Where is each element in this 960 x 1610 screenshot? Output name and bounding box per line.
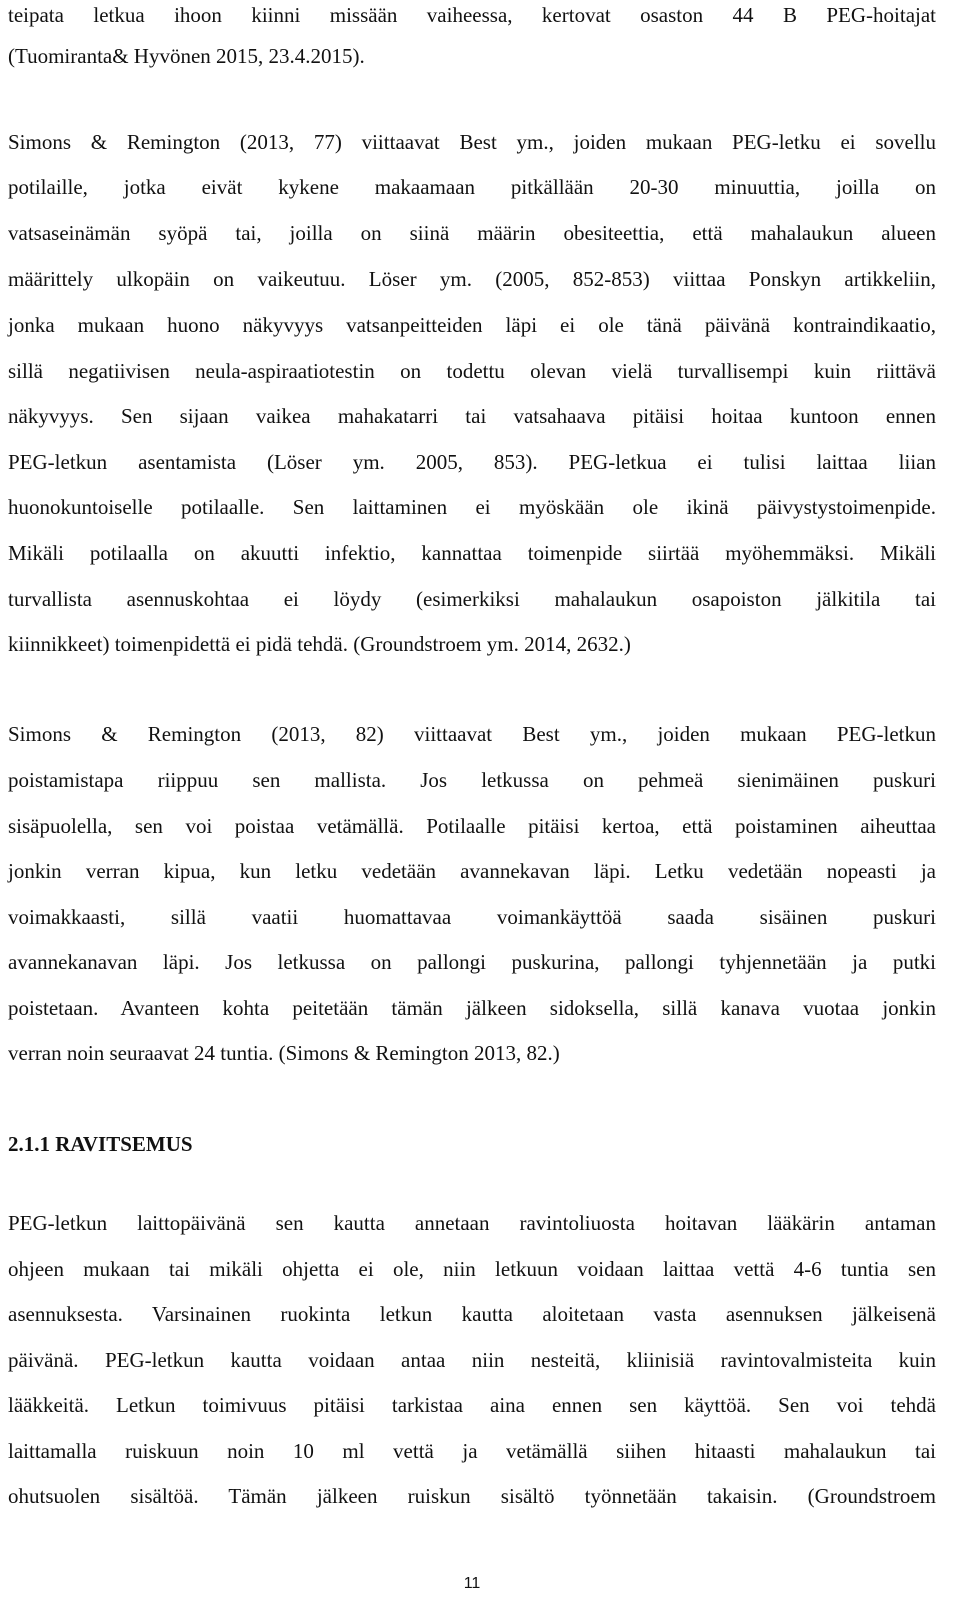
paragraph-line: PEG-letkun asentamista (Löser ym. 2005, 853). PEG-letkua ei tulisi laittaa liian [8, 450, 936, 474]
paragraph-line: huonokuntoiselle potilaalle. Sen laittaminen ei myöskään ole ikinä päivystystoimenpide. [8, 495, 936, 519]
paragraph-line: poistetaan. Avanteen kohta peitetään tämän jälkeen sidoksella, sillä kanava vuotaa jonkin [8, 996, 936, 1020]
paragraph-line: vatsaseinämän syöpä tai, joilla on siinä määrin obesiteettia, että mahalaukun alueen [8, 221, 936, 245]
paragraph-line: näkyvyys. Sen sijaan vaikea mahakatarri tai vatsahaava pitäisi hoitaa kuntoon ennen [8, 404, 936, 428]
paragraph-line: Mikäli potilaalla on akuutti infektio, kannattaa toimenpide siirtää myöhemmäksi. Mikäli [8, 541, 936, 565]
paragraph-line: PEG-letkun laittopäivänä sen kautta annetaan ravintoliuosta hoitavan lääkärin antaman [8, 1211, 936, 1235]
paragraph-line: määrittely ulkopäin on vaikeutuu. Löser ym. (2005, 852-853) viittaa Ponskyn artikkeliin, [8, 267, 936, 291]
paragraph-line: sillä negatiivisen neula-aspiraatiotestin on todettu olevan vielä turvallisempi kuin riittävä [8, 359, 936, 383]
paragraph-line: turvallista asennuskohtaa ei löydy (esimerkiksi mahalaukun osapoiston jälkitila tai [8, 587, 936, 611]
paragraph-line: potilaille, jotka eivät kykene makaamaan pitkällään 20-30 minuuttia, joilla on [8, 175, 936, 199]
paragraph-line: Simons & Remington (2013, 82) viittaavat Best ym., joiden mukaan PEG-letkun [8, 722, 936, 746]
paragraph-line: lääkkeitä. Letkun toimivuus pitäisi tarkistaa aina ennen sen käyttöä. Sen voi tehdä [8, 1393, 936, 1417]
paragraph-line: laittamalla ruiskuun noin 10 ml vettä ja vetämällä siihen hitaasti mahalaukun tai [8, 1439, 936, 1463]
paragraph-line: poistamistapa riippuu sen mallista. Jos letkussa on pehmeä sienimäinen puskuri [8, 768, 936, 792]
paragraph-line: voimakkaasti, sillä vaatii huomattavaa voimankäyttöä saada sisäinen puskuri [8, 905, 936, 929]
paragraph-line: verran noin seuraavat 24 tuntia. (Simons & Remington 2013, 82.) [8, 1041, 560, 1065]
paragraph-line: päivänä. PEG-letkun kautta voidaan antaa niin nesteitä, kliinisiä ravintovalmisteita kuin [8, 1348, 936, 1372]
page-number: 11 [463, 1575, 481, 1592]
paragraph-line: teipata letkua ihoon kiinni missään vaiheessa, kertovat osaston 44 B PEG-hoitajat [8, 3, 936, 27]
paragraph-line: jonka mukaan huono näkyvyys vatsanpeitteiden läpi ei ole tänä päivänä kontraindikaatio, [8, 313, 936, 337]
paragraph-line: Simons & Remington (2013, 77) viittaavat Best ym., joiden mukaan PEG-letku ei sovellu [8, 130, 936, 154]
paragraph-line: ohjeen mukaan tai mikäli ohjetta ei ole, niin letkuun voidaan laittaa vettä 4-6 tuntia sen [8, 1257, 936, 1281]
paragraph-line: asennuksesta. Varsinainen ruokinta letkun kautta aloitetaan vasta asennuksen jälkeisenä [8, 1302, 936, 1326]
paragraph-line: kiinnikkeet) toimenpidettä ei pidä tehdä. (Groundstroem ym. 2014, 2632.) [8, 632, 631, 656]
paragraph-line: ohutsuolen sisältöä. Tämän jälkeen ruiskun sisältö työnnetään takaisin. (Groundstroem [8, 1484, 936, 1508]
section-heading: 2.1.1 RAVITSEMUS [8, 1132, 193, 1156]
paragraph-line: jonkin verran kipua, kun letku vedetään avannekavan läpi. Letku vedetään nopeasti ja [8, 859, 936, 883]
paragraph-line: avannekanavan läpi. Jos letkussa on pallongi puskurina, pallongi tyhjennetään ja putki [8, 950, 936, 974]
paragraph-line: sisäpuolella, sen voi poistaa vetämällä. Potilaalle pitäisi kertoa, että poistaminen aiheuttaa [8, 814, 936, 838]
paragraph-line: (Tuomiranta& Hyvönen 2015, 23.4.2015). [8, 44, 365, 68]
